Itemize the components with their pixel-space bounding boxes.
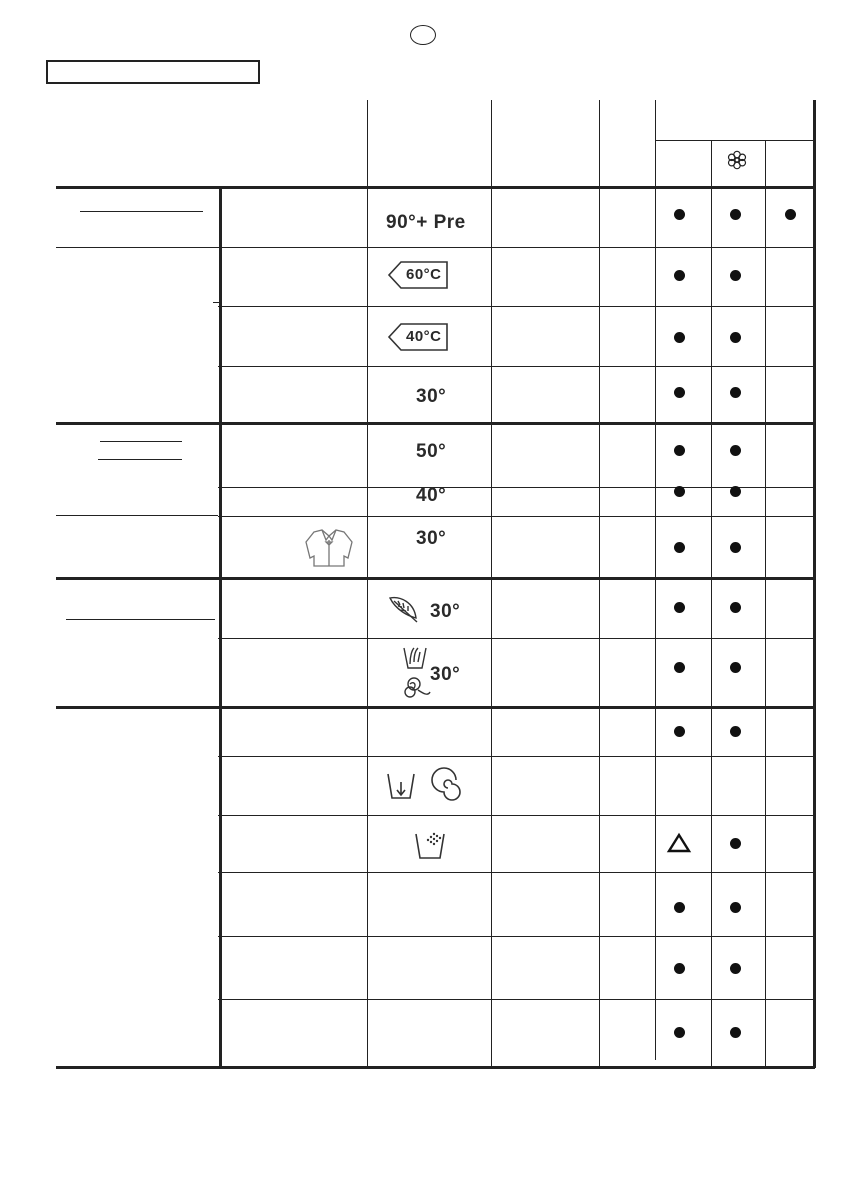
table-rule <box>56 515 218 516</box>
drain-spin-icon <box>386 770 478 806</box>
handwash-wool-icon <box>400 644 434 702</box>
table-rule <box>219 186 222 1068</box>
table-rule <box>218 936 815 937</box>
table-rule <box>218 487 815 488</box>
option-dot <box>674 902 685 913</box>
option-dot <box>730 445 741 456</box>
option-dot <box>730 332 741 343</box>
table-rule <box>655 100 656 1060</box>
options-group-header <box>655 100 813 140</box>
table-rule <box>218 756 815 757</box>
option-dot <box>730 209 741 220</box>
table-rule <box>218 999 815 1000</box>
tag-left-arrow-icon <box>387 322 449 352</box>
table-rule <box>56 422 815 425</box>
temperature-symbol: 30° <box>416 528 447 549</box>
table-rule <box>711 140 712 1068</box>
table-rule <box>655 140 815 141</box>
option-dot <box>730 542 741 553</box>
country-badge <box>410 25 436 45</box>
section-title-underline <box>98 459 182 460</box>
option-dot <box>674 662 685 673</box>
table-rule <box>56 706 815 709</box>
table-rule <box>218 306 815 307</box>
table-rule <box>218 516 815 517</box>
section-title-underline <box>80 211 203 212</box>
option-dot <box>674 542 685 553</box>
temperature-symbol: 30° <box>416 386 447 407</box>
option-dot <box>730 963 741 974</box>
option-dot <box>674 602 685 613</box>
option-dot <box>730 662 741 673</box>
option-dot <box>674 270 685 281</box>
table-rule <box>813 100 816 1068</box>
temperature-symbol: 40°C <box>406 328 442 345</box>
option-dot <box>730 270 741 281</box>
option-dot <box>730 387 741 398</box>
table-rule <box>56 186 815 189</box>
option-dot <box>674 445 685 456</box>
table-title-box <box>46 60 260 84</box>
rinse-shower-icon <box>412 826 448 860</box>
option-dot <box>674 1027 685 1038</box>
shirt-icon <box>300 528 358 568</box>
option-dot <box>730 1027 741 1038</box>
tag-left-arrow-icon <box>387 260 449 290</box>
table-rule <box>213 302 220 303</box>
temperature-symbol: 60°C <box>406 266 442 283</box>
table-rule <box>218 872 815 873</box>
rinse-aid-flower-icon <box>727 150 747 170</box>
table-rule <box>56 577 815 580</box>
table-rule <box>56 247 218 248</box>
option-dot <box>674 332 685 343</box>
option-dot <box>674 963 685 974</box>
section-title-underline <box>100 441 182 442</box>
temperature-symbol: 30° <box>430 601 461 622</box>
table-rule <box>56 1066 815 1069</box>
table-rule <box>218 815 815 816</box>
option-dot <box>674 486 685 497</box>
option-dot <box>674 387 685 398</box>
table-rule <box>765 140 766 1068</box>
table-rule <box>491 100 492 1068</box>
option-dot <box>730 602 741 613</box>
option-dot <box>674 726 685 737</box>
temperature-symbol: 50° <box>416 441 447 462</box>
option-dot <box>730 902 741 913</box>
option-dot <box>674 209 685 220</box>
table-rule <box>599 100 600 1068</box>
feather-icon <box>386 592 422 626</box>
table-rule <box>218 366 815 367</box>
temperature-symbol: 40° <box>416 485 447 506</box>
table-rule <box>218 638 815 639</box>
section-title-underline <box>66 619 215 620</box>
option-dot <box>730 726 741 737</box>
option-dot <box>730 838 741 849</box>
option-dot <box>730 486 741 497</box>
temperature-symbol: 30° <box>430 664 461 685</box>
table-rule <box>218 247 815 248</box>
option-dot <box>785 209 796 220</box>
temperature-symbol: 90°+ Pre <box>386 212 466 233</box>
table-rule <box>367 100 368 1068</box>
option-triangle <box>667 833 691 853</box>
